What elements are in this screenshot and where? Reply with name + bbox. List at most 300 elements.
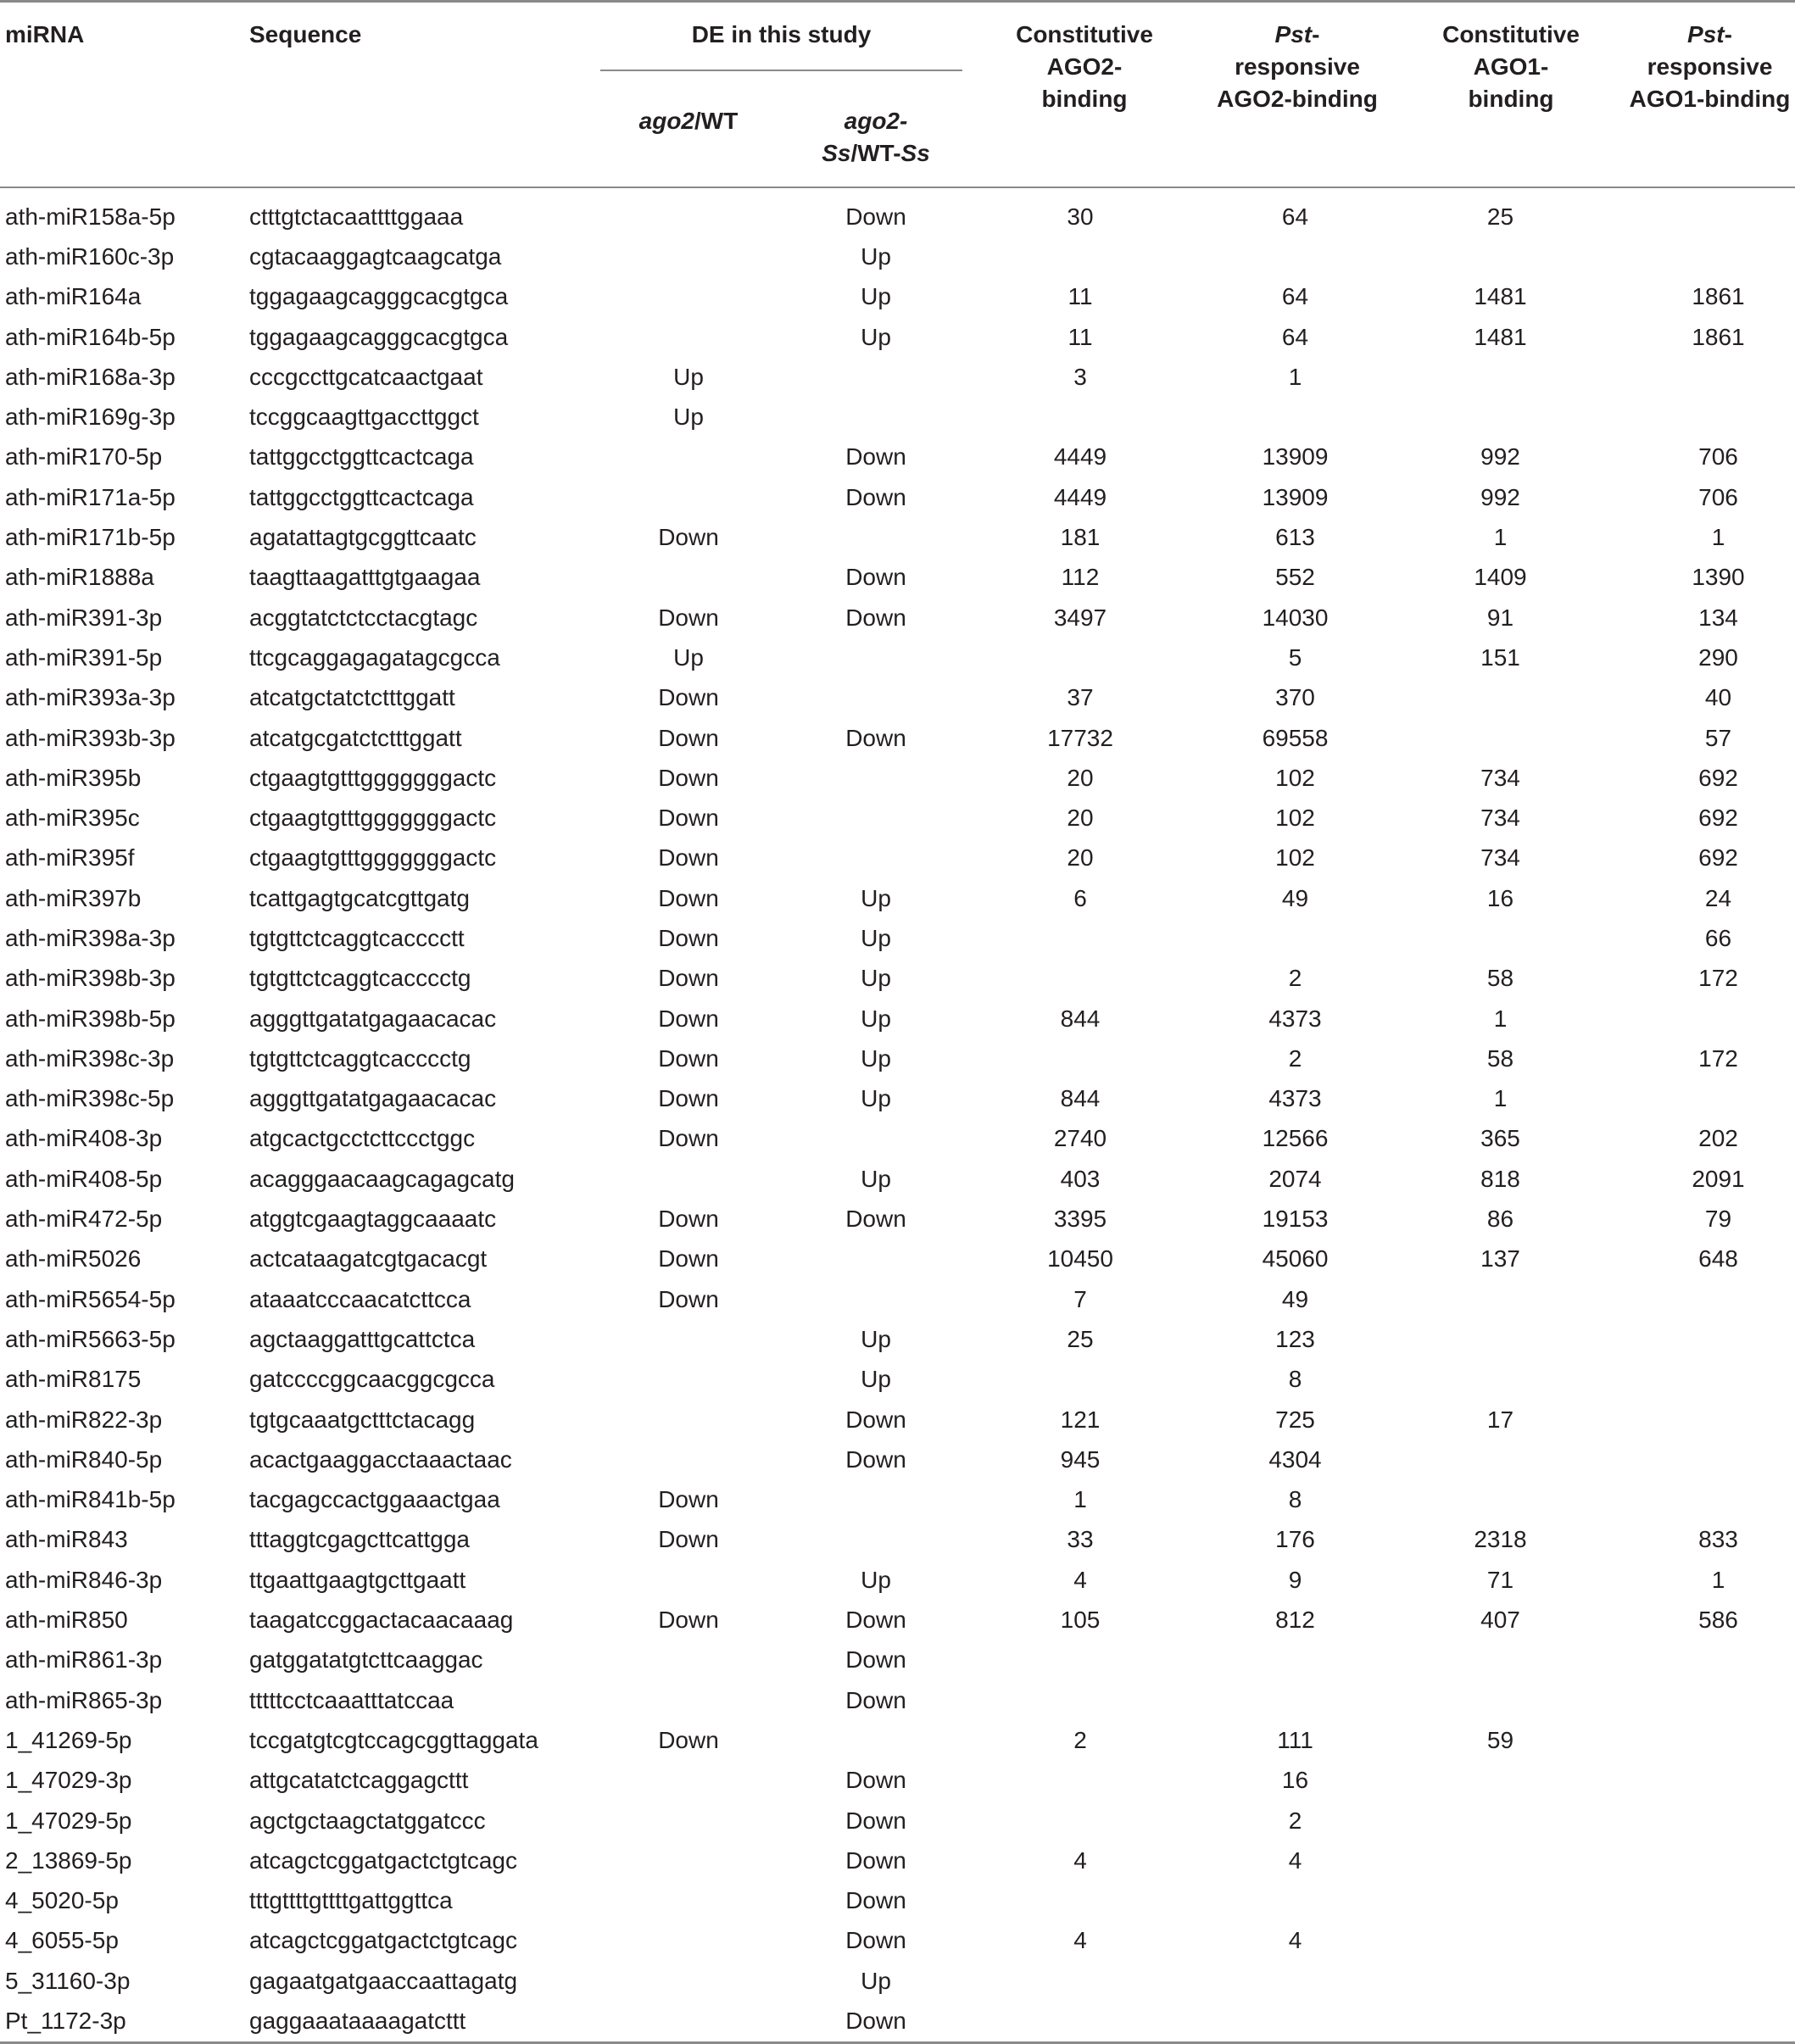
cell-constitutive-ago1 xyxy=(1397,1319,1625,1359)
cell-sequence: agatattagtgcggttcaatc xyxy=(249,524,477,551)
header-sequence: Sequence xyxy=(249,21,362,47)
cell-mirna: ath-miR398c-5p xyxy=(5,1085,175,1112)
cell-sequence: acagggaacaagcagagcatg xyxy=(249,1165,515,1192)
cell-constitutive-ago1: 91 xyxy=(1486,604,1514,631)
table-row xyxy=(0,999,1795,1039)
cell-constitutive-ago2 xyxy=(972,2001,1197,2041)
cell-pst-responsive-ago1 xyxy=(1625,188,1795,237)
cell-de-ago2ss-wtss: Up xyxy=(861,1044,891,1072)
cell-de-ago2ss-wtss xyxy=(780,1119,972,1159)
cell-de-ago2-wt: Down xyxy=(658,884,719,911)
cell-mirna: 4_5020-5p xyxy=(5,1887,119,1914)
cell-pst-responsive-ago2: 176 xyxy=(1275,1526,1315,1553)
cell-sequence: taagttaagatttgtgaagaa xyxy=(249,564,481,591)
cell-pst-responsive-ago1: 1 xyxy=(1711,524,1725,551)
cell-de-ago2ss-wtss xyxy=(780,838,972,878)
cell-mirna: ath-miR5663-5p xyxy=(5,1325,176,1352)
cell-pst-responsive-ago1: 706 xyxy=(1698,443,1738,471)
cell-constitutive-ago2: 20 xyxy=(1067,844,1094,872)
cell-de-ago2-wt xyxy=(597,317,780,357)
cell-de-ago2-wt xyxy=(597,1640,780,1680)
cell-pst-responsive-ago2: 2 xyxy=(1288,1044,1302,1072)
cell-constitutive-ago2: 11 xyxy=(1068,323,1093,350)
cell-pst-responsive-ago2: 2 xyxy=(1288,965,1302,992)
cell-de-ago2-wt: Down xyxy=(658,524,719,551)
table-row xyxy=(0,878,1795,918)
header-constitutive-ago1 xyxy=(1397,3,1625,187)
cell-sequence: atcatgcgatctctttggatt xyxy=(249,724,462,751)
cell-pst-responsive-ago2: 4 xyxy=(1288,1846,1302,1874)
cell-constitutive-ago1 xyxy=(1397,678,1625,718)
header-text: /WT- xyxy=(850,140,901,166)
header-ago2ss-wtss xyxy=(780,90,972,187)
cell-mirna: ath-miR850 xyxy=(5,1607,128,1634)
header-text: - xyxy=(1312,21,1320,47)
cell-sequence: ttgaattgaagtgcttgaatt xyxy=(249,1566,466,1593)
cell-mirna: ath-miR168a-3p xyxy=(5,363,176,390)
cell-sequence: atcatgctatctctttggatt xyxy=(249,684,455,711)
table-row xyxy=(0,1640,1795,1680)
header-italic: Pst xyxy=(1274,21,1313,47)
cell-constitutive-ago1: 25 xyxy=(1486,203,1514,230)
cell-de-ago2-wt xyxy=(597,1400,780,1440)
cell-de-ago2-wt: Down xyxy=(658,924,719,951)
header-italic: Pst xyxy=(1687,21,1725,47)
cell-pst-responsive-ago2: 4373 xyxy=(1268,1085,1322,1112)
cell-constitutive-ago1 xyxy=(1397,1961,1625,2001)
cell-de-ago2-wt xyxy=(597,1319,780,1359)
table-row xyxy=(0,918,1795,958)
cell-pst-responsive-ago2: 2 xyxy=(1288,1807,1302,1834)
cell-constitutive-ago2 xyxy=(972,1640,1197,1680)
cell-constitutive-ago2: 403 xyxy=(1060,1165,1101,1192)
cell-constitutive-ago1: 992 xyxy=(1480,443,1520,471)
cell-mirna: ath-miR393a-3p xyxy=(5,684,176,711)
cell-constitutive-ago1: 365 xyxy=(1480,1125,1520,1152)
cell-pst-responsive-ago2: 45060 xyxy=(1262,1245,1329,1273)
cell-sequence: ctttgtctacaattttggaaa xyxy=(249,203,464,230)
table-row xyxy=(0,1279,1795,1319)
cell-pst-responsive-ago2: 370 xyxy=(1275,684,1315,711)
cell-mirna: ath-miR841b-5p xyxy=(5,1486,176,1513)
table-row xyxy=(0,357,1795,397)
cell-sequence: atggtcgaagtaggcaaaatc xyxy=(249,1206,497,1233)
cell-de-ago2-wt: Down xyxy=(658,1526,719,1553)
cell-sequence: gatccccggcaacggcgcca xyxy=(249,1366,495,1393)
cell-de-ago2ss-wtss: Down xyxy=(845,2008,906,2034)
cell-sequence: agggttgatatgagaacacac xyxy=(249,1085,497,1112)
cell-constitutive-ago2: 4 xyxy=(1073,1927,1087,1954)
cell-constitutive-ago2: 2740 xyxy=(1053,1125,1107,1152)
cell-mirna: ath-miR164b-5p xyxy=(5,323,176,350)
cell-pst-responsive-ago1 xyxy=(1625,357,1795,397)
cell-de-ago2ss-wtss: Down xyxy=(845,1206,906,1233)
cell-constitutive-ago1 xyxy=(1397,237,1625,276)
cell-de-ago2ss-wtss: Up xyxy=(861,1967,891,1994)
cell-pst-responsive-ago1 xyxy=(1625,1480,1795,1520)
cell-mirna: ath-miR1888a xyxy=(5,564,154,591)
cell-pst-responsive-ago1 xyxy=(1625,1880,1795,1920)
mirna-table xyxy=(0,3,1795,187)
cell-constitutive-ago1 xyxy=(1397,1841,1625,1880)
cell-sequence: attgcatatctcaggagcttt xyxy=(249,1767,469,1794)
cell-sequence: taagatccggactacaacaaag xyxy=(249,1607,514,1634)
cell-de-ago2-wt xyxy=(597,1680,780,1720)
table-row xyxy=(0,477,1795,517)
cell-mirna: ath-miR861-3p xyxy=(5,1646,163,1674)
table-row xyxy=(0,1520,1795,1560)
table-row xyxy=(0,678,1795,718)
cell-de-ago2-wt xyxy=(597,1360,780,1400)
cell-constitutive-ago1: 1409 xyxy=(1474,564,1527,591)
cell-de-ago2-wt xyxy=(597,2001,780,2041)
table-row xyxy=(0,1961,1795,2001)
cell-pst-responsive-ago2: 14030 xyxy=(1262,604,1329,631)
cell-de-ago2-wt: Down xyxy=(658,604,719,631)
cell-sequence: atcagctcggatgactctgtcagc xyxy=(249,1927,517,1954)
cell-constitutive-ago1 xyxy=(1397,1680,1625,1720)
cell-pst-responsive-ago1 xyxy=(1625,1400,1795,1440)
cell-constitutive-ago1: 16 xyxy=(1486,884,1514,911)
cell-pst-responsive-ago2: 102 xyxy=(1275,844,1315,872)
cell-constitutive-ago2: 10450 xyxy=(1047,1245,1113,1273)
de-group-label: DE in this study xyxy=(600,19,962,71)
cell-sequence: tattggcctggttcactcaga xyxy=(249,443,474,471)
cell-pst-responsive-ago1 xyxy=(1625,1640,1795,1680)
cell-pst-responsive-ago1 xyxy=(1625,1801,1795,1841)
cell-pst-responsive-ago1: 40 xyxy=(1704,684,1732,711)
cell-de-ago2ss-wtss: Up xyxy=(861,323,891,350)
cell-mirna: ath-miR840-5p xyxy=(5,1445,163,1473)
cell-constitutive-ago1: 58 xyxy=(1486,965,1514,992)
cell-pst-responsive-ago2: 102 xyxy=(1275,764,1315,791)
cell-constitutive-ago1 xyxy=(1397,1440,1625,1479)
cell-constitutive-ago1: 818 xyxy=(1480,1165,1520,1192)
cell-pst-responsive-ago1: 202 xyxy=(1698,1125,1738,1152)
cell-sequence: tattggcctggttcactcaga xyxy=(249,483,474,510)
header-text: - xyxy=(1724,21,1732,47)
cell-constitutive-ago1: 1 xyxy=(1493,1085,1508,1112)
cell-pst-responsive-ago2 xyxy=(1197,237,1397,276)
table-row xyxy=(0,638,1795,677)
table-row xyxy=(0,558,1795,598)
cell-mirna: ath-miR391-5p xyxy=(5,643,163,671)
table-header xyxy=(0,3,1795,187)
cell-constitutive-ago1: 734 xyxy=(1480,844,1520,872)
header-constitutive-ago2 xyxy=(972,3,1197,187)
cell-de-ago2-wt xyxy=(597,1560,780,1600)
header-pst-responsive-ago1 xyxy=(1625,3,1795,187)
cell-pst-responsive-ago1: 134 xyxy=(1698,604,1738,631)
table-row xyxy=(0,1440,1795,1479)
cell-de-ago2ss-wtss xyxy=(780,758,972,798)
cell-pst-responsive-ago1: 833 xyxy=(1698,1526,1738,1553)
cell-pst-responsive-ago1 xyxy=(1625,1841,1795,1880)
cell-pst-responsive-ago2: 2074 xyxy=(1268,1165,1322,1192)
table-row xyxy=(0,598,1795,638)
cell-de-ago2-wt: Down xyxy=(658,1044,719,1072)
cell-pst-responsive-ago2: 64 xyxy=(1281,203,1309,230)
cell-pst-responsive-ago1 xyxy=(1625,1921,1795,1961)
mirna-table-body xyxy=(0,188,1795,2041)
cell-de-ago2ss-wtss: Up xyxy=(861,1085,891,1112)
table-row xyxy=(0,758,1795,798)
cell-de-ago2-wt: Up xyxy=(673,643,704,671)
table-row xyxy=(0,517,1795,557)
header-line: responsive xyxy=(1235,53,1360,80)
table-row xyxy=(0,1119,1795,1159)
cell-sequence: tttaggtcgagcttcattgga xyxy=(249,1526,470,1553)
header-de-group xyxy=(597,3,972,90)
cell-pst-responsive-ago1 xyxy=(1625,397,1795,437)
header-line xyxy=(780,137,972,170)
cell-pst-responsive-ago1 xyxy=(1625,1360,1795,1400)
header-italic: Ss xyxy=(822,140,851,166)
cell-constitutive-ago2 xyxy=(972,1680,1197,1720)
cell-mirna: ath-miR171b-5p xyxy=(5,524,176,551)
cell-de-ago2ss-wtss: Down xyxy=(845,443,906,471)
cell-pst-responsive-ago2: 12566 xyxy=(1262,1125,1329,1152)
cell-constitutive-ago1 xyxy=(1397,1360,1625,1400)
cell-constitutive-ago1 xyxy=(1397,1801,1625,1841)
cell-mirna: ath-miR395f xyxy=(5,844,135,872)
cell-constitutive-ago1: 58 xyxy=(1486,1044,1514,1072)
cell-sequence: ataaatcccaacatcttcca xyxy=(249,1285,471,1312)
cell-constitutive-ago1: 151 xyxy=(1480,643,1520,671)
cell-mirna: ath-miR395b xyxy=(5,764,142,791)
cell-pst-responsive-ago2 xyxy=(1197,1961,1397,2001)
cell-sequence: cccgccttgcatcaactgaat xyxy=(249,363,483,390)
cell-pst-responsive-ago1 xyxy=(1625,1440,1795,1479)
cell-de-ago2-wt: Up xyxy=(673,363,704,390)
cell-pst-responsive-ago1: 706 xyxy=(1698,483,1738,510)
cell-sequence: tttgttttgttttgattggttca xyxy=(249,1887,453,1914)
cell-pst-responsive-ago2 xyxy=(1197,918,1397,958)
cell-pst-responsive-ago2: 13909 xyxy=(1262,443,1329,471)
cell-pst-responsive-ago1 xyxy=(1625,1961,1795,2001)
cell-constitutive-ago2: 844 xyxy=(1060,1085,1101,1112)
table-row xyxy=(0,1841,1795,1880)
cell-de-ago2ss-wtss xyxy=(780,678,972,718)
cell-constitutive-ago1: 1481 xyxy=(1474,283,1527,310)
table-row xyxy=(0,838,1795,878)
cell-pst-responsive-ago1: 2091 xyxy=(1692,1165,1745,1192)
cell-de-ago2-wt xyxy=(597,1880,780,1920)
cell-constitutive-ago2: 4 xyxy=(1073,1846,1087,1874)
header-ago2-wt xyxy=(597,90,780,187)
cell-pst-responsive-ago1 xyxy=(1625,1761,1795,1801)
cell-de-ago2ss-wtss xyxy=(780,638,972,677)
cell-de-ago2ss-wtss: Down xyxy=(845,1927,906,1954)
cell-mirna: 1_47029-5p xyxy=(5,1807,132,1834)
cell-sequence: atcagctcggatgactctgtcagc xyxy=(249,1846,517,1874)
table-row xyxy=(0,2001,1795,2041)
cell-constitutive-ago1: 407 xyxy=(1480,1607,1520,1634)
cell-pst-responsive-ago2: 5 xyxy=(1288,643,1302,671)
cell-pst-responsive-ago2 xyxy=(1197,397,1397,437)
cell-de-ago2-wt: Down xyxy=(658,1206,719,1233)
cell-de-ago2ss-wtss: Down xyxy=(845,724,906,751)
cell-constitutive-ago2: 181 xyxy=(1060,524,1101,551)
cell-de-ago2-wt: Down xyxy=(658,1005,719,1032)
cell-pst-responsive-ago2: 9 xyxy=(1288,1566,1302,1593)
table-row xyxy=(0,317,1795,357)
table-row xyxy=(0,277,1795,317)
cell-de-ago2ss-wtss: Up xyxy=(861,1566,891,1593)
cell-mirna: ath-miR398b-5p xyxy=(5,1005,176,1032)
header-line: binding xyxy=(1041,86,1128,112)
cell-pst-responsive-ago2: 4304 xyxy=(1268,1445,1322,1473)
cell-constitutive-ago2 xyxy=(972,959,1197,999)
table-row xyxy=(0,1039,1795,1078)
cell-mirna: ath-miR408-3p xyxy=(5,1125,163,1152)
cell-mirna: ath-miR170-5p xyxy=(5,443,163,471)
cell-pst-responsive-ago1: 1861 xyxy=(1692,323,1745,350)
cell-constitutive-ago2: 17732 xyxy=(1047,724,1113,751)
cell-mirna: ath-miR398a-3p xyxy=(5,924,176,951)
cell-pst-responsive-ago1: 586 xyxy=(1698,1607,1738,1634)
cell-constitutive-ago2: 4449 xyxy=(1053,443,1107,471)
table-row xyxy=(0,1921,1795,1961)
cell-de-ago2-wt xyxy=(597,1921,780,1961)
cell-sequence: tttttcctcaaatttatccaa xyxy=(249,1686,454,1713)
cell-pst-responsive-ago1: 1 xyxy=(1711,1566,1725,1593)
cell-mirna: ath-miR846-3p xyxy=(5,1566,163,1593)
cell-constitutive-ago2: 33 xyxy=(1067,1526,1094,1553)
cell-sequence: agctgctaagctatggatccc xyxy=(249,1807,486,1834)
table-row xyxy=(0,1360,1795,1400)
cell-constitutive-ago1: 17 xyxy=(1486,1406,1514,1433)
cell-constitutive-ago2: 105 xyxy=(1060,1607,1101,1634)
cell-de-ago2-wt: Down xyxy=(658,1245,719,1273)
table-row xyxy=(0,1720,1795,1760)
cell-de-ago2-wt xyxy=(597,1159,780,1199)
cell-sequence: acactgaaggacctaaactaac xyxy=(249,1445,512,1473)
cell-pst-responsive-ago2: 552 xyxy=(1275,564,1315,591)
cell-pst-responsive-ago2: 102 xyxy=(1275,805,1315,832)
header-line: AGO1-binding xyxy=(1629,86,1791,112)
cell-de-ago2-wt: Down xyxy=(658,1285,719,1312)
header-line: AGO2-binding xyxy=(1217,86,1378,112)
cell-pst-responsive-ago1: 648 xyxy=(1698,1245,1738,1273)
cell-constitutive-ago1: 734 xyxy=(1480,764,1520,791)
cell-de-ago2-wt: Down xyxy=(658,1607,719,1634)
cell-sequence: tccgatgtcgtccagcggttaggata xyxy=(249,1726,538,1753)
cell-mirna: ath-miR393b-3p xyxy=(5,724,176,751)
cell-constitutive-ago1 xyxy=(1397,397,1625,437)
cell-de-ago2ss-wtss xyxy=(780,1520,972,1560)
cell-sequence: agggttgatatgagaacacac xyxy=(249,1005,497,1032)
cell-constitutive-ago2 xyxy=(972,237,1197,276)
cell-mirna: 1_47029-3p xyxy=(5,1767,132,1794)
cell-de-ago2ss-wtss xyxy=(780,357,972,397)
cell-mirna: ath-miR164a xyxy=(5,283,142,310)
cell-de-ago2ss-wtss: Up xyxy=(861,242,891,270)
cell-de-ago2ss-wtss: Down xyxy=(845,1646,906,1674)
cell-constitutive-ago2 xyxy=(972,1801,1197,1841)
cell-pst-responsive-ago2: 4373 xyxy=(1268,1005,1322,1032)
cell-de-ago2ss-wtss: Down xyxy=(845,564,906,591)
cell-sequence: atgcactgcctcttccctggc xyxy=(249,1125,476,1152)
cell-pst-responsive-ago2 xyxy=(1197,1640,1397,1680)
cell-de-ago2ss-wtss: Up xyxy=(861,965,891,992)
cell-sequence: agctaaggatttgcattctca xyxy=(249,1325,476,1352)
cell-pst-responsive-ago1 xyxy=(1625,1279,1795,1319)
cell-constitutive-ago2: 30 xyxy=(1067,203,1094,230)
cell-constitutive-ago2: 121 xyxy=(1060,1406,1101,1433)
cell-pst-responsive-ago2: 64 xyxy=(1281,323,1309,350)
cell-de-ago2-wt: Down xyxy=(658,684,719,711)
cell-constitutive-ago1: 1 xyxy=(1493,524,1508,551)
cell-pst-responsive-ago2: 725 xyxy=(1275,1406,1315,1433)
cell-constitutive-ago1: 86 xyxy=(1486,1206,1514,1233)
cell-de-ago2-wt: Down xyxy=(658,844,719,872)
cell-de-ago2-wt xyxy=(597,237,780,276)
header-line: AGO2- xyxy=(1046,53,1123,80)
cell-pst-responsive-ago2: 64 xyxy=(1281,283,1309,310)
cell-constitutive-ago2 xyxy=(972,1039,1197,1078)
cell-constitutive-ago2: 6 xyxy=(1073,884,1087,911)
cell-pst-responsive-ago2: 19153 xyxy=(1262,1206,1329,1233)
cell-de-ago2-wt xyxy=(597,1961,780,2001)
cell-de-ago2ss-wtss: Down xyxy=(845,1887,906,1914)
cell-sequence: ctgaagtgtttgggggggactc xyxy=(249,764,497,791)
cell-mirna: ath-miR865-3p xyxy=(5,1686,163,1713)
cell-de-ago2ss-wtss: Down xyxy=(845,1445,906,1473)
cell-mirna: 5_31160-3p xyxy=(5,1967,131,1994)
cell-sequence: gatggatatgtcttcaaggac xyxy=(249,1646,483,1674)
cell-sequence: cgtacaaggagtcaagcatga xyxy=(249,242,502,270)
cell-sequence: ttcgcaggagagatagcgcca xyxy=(249,643,500,671)
cell-sequence: tacgagccactggaaactgaa xyxy=(249,1486,500,1513)
cell-de-ago2ss-wtss: Down xyxy=(845,604,906,631)
cell-mirna: ath-miR5654-5p xyxy=(5,1285,176,1312)
cell-mirna: ath-miR408-5p xyxy=(5,1165,163,1192)
cell-de-ago2-wt: Down xyxy=(658,1486,719,1513)
cell-de-ago2-wt xyxy=(597,477,780,517)
cell-sequence: tcattgagtgcatcgttgatg xyxy=(249,884,470,911)
cell-de-ago2-wt: Down xyxy=(658,764,719,791)
cell-constitutive-ago1 xyxy=(1397,1279,1625,1319)
cell-pst-responsive-ago2: 8 xyxy=(1288,1366,1302,1393)
header-line: binding xyxy=(1468,86,1554,112)
cell-de-ago2-wt xyxy=(597,1761,780,1801)
cell-constitutive-ago2 xyxy=(972,918,1197,958)
table-row xyxy=(0,1680,1795,1720)
cell-constitutive-ago1: 1481 xyxy=(1474,323,1527,350)
cell-constitutive-ago2: 3395 xyxy=(1053,1206,1107,1233)
cell-constitutive-ago2: 37 xyxy=(1067,684,1094,711)
cell-de-ago2ss-wtss: Down xyxy=(845,1767,906,1794)
cell-de-ago2ss-wtss: Up xyxy=(861,1325,891,1352)
cell-de-ago2ss-wtss: Down xyxy=(845,1846,906,1874)
cell-pst-responsive-ago1 xyxy=(1625,1319,1795,1359)
table-row xyxy=(0,1480,1795,1520)
cell-constitutive-ago2: 112 xyxy=(1061,564,1100,591)
cell-de-ago2ss-wtss xyxy=(780,1720,972,1760)
cell-mirna: ath-miR5026 xyxy=(5,1245,142,1273)
table-row xyxy=(0,397,1795,437)
cell-constitutive-ago1: 59 xyxy=(1486,1726,1514,1753)
cell-de-ago2ss-wtss xyxy=(780,1480,972,1520)
cell-constitutive-ago1: 137 xyxy=(1480,1245,1520,1273)
cell-mirna: ath-miR169g-3p xyxy=(5,404,176,431)
cell-pst-responsive-ago1: 57 xyxy=(1704,724,1732,751)
cell-sequence: gagaatgatgaaccaattagatg xyxy=(249,1967,518,1994)
cell-mirna: ath-miR397b xyxy=(5,884,142,911)
cell-constitutive-ago2: 1 xyxy=(1073,1486,1087,1513)
cell-pst-responsive-ago1: 1390 xyxy=(1692,564,1745,591)
